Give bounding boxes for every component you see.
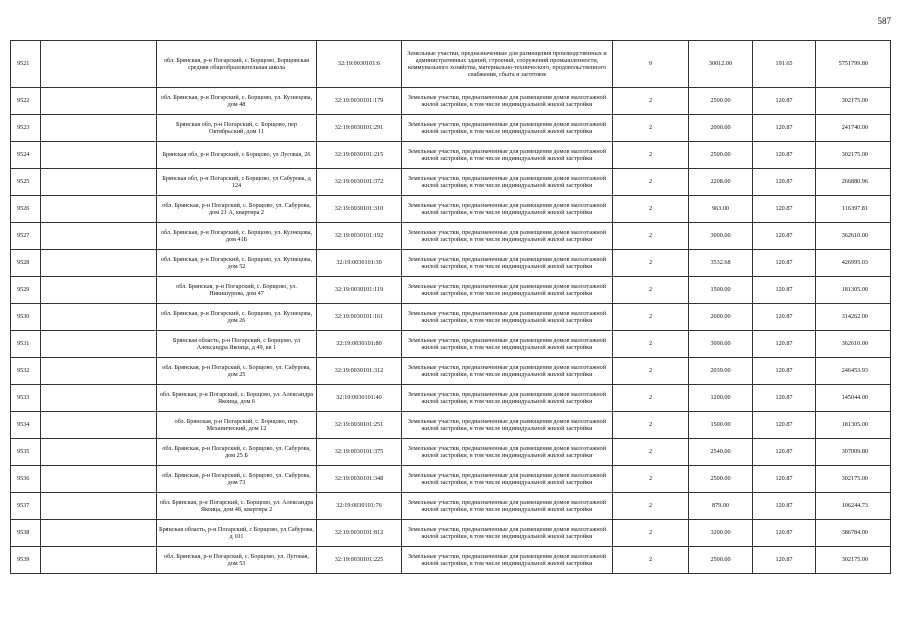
row-number-cell: 9522: [11, 88, 41, 115]
specific-value-cell: 120.87: [753, 88, 816, 115]
row-number-cell: 9521: [11, 41, 41, 88]
cadastral-number-cell: 32:19:0030101:812: [317, 520, 402, 547]
cadastral-value-cell: 181305.00: [816, 277, 891, 304]
land-use-cell: Земельные участки, предназначенные для размещения домов малоэтажной жилой застройки, в том числе индивидуальной жилой застройки: [402, 223, 613, 250]
table-row: [11, 331, 891, 358]
use-group-cell: 2: [613, 250, 689, 277]
cadastral-number-cell: 32:19:0030101:179: [317, 88, 402, 115]
address-cell: обл. Брянская, р-н Погарский, с. Борщово, ул. Сабурова, дом 25: [157, 358, 317, 385]
specific-value-cell: 120.87: [753, 304, 816, 331]
address-cell: обл. Брянская, р-н Погарский, с. Борщово, пер. Механический, дом 12: [157, 412, 317, 439]
use-group-cell: 2: [613, 412, 689, 439]
blank-cell: [41, 439, 157, 466]
land-use-cell: Земельные участки, предназначенные для размещения домов малоэтажной жилой застройки, в том числе индивидуальной жилой застройки: [402, 466, 613, 493]
land-use-cell: Земельные участки, предназначенные для размещения домов малоэтажной жилой застройки, в том числе индивидуальной жилой застройки: [402, 277, 613, 304]
table-row: [11, 466, 891, 493]
area-cell: 3000.00: [689, 331, 753, 358]
cadastral-value-cell: 5751799.80: [816, 41, 891, 88]
row-number-cell: 9525: [11, 169, 41, 196]
address-cell: обл. Брянская, р-н Погарский, с. Борщово, ул. Кузнецова, дом 41Б: [157, 223, 317, 250]
table-row: [11, 385, 891, 412]
cadastral-value-cell: 362610.00: [816, 223, 891, 250]
row-number-cell: 9524: [11, 142, 41, 169]
table-row: [11, 520, 891, 547]
use-group-cell: 9: [613, 41, 689, 88]
address-cell: обл. Брянская, р-н Погарский, с. Борщово, ул. Сабурова, дом 25 Б: [157, 439, 317, 466]
area-cell: 3000.00: [689, 223, 753, 250]
use-group-cell: 2: [613, 331, 689, 358]
address-cell: обл. Брянская, р-н Погарский, с. Борщово, ул. Кузнецова, дом 48: [157, 88, 317, 115]
cadastral-number-cell: 32:19:0030101:310: [317, 196, 402, 223]
use-group-cell: 2: [613, 439, 689, 466]
land-use-cell: Земельные участки, предназначенные для размещения домов малоэтажной жилой застройки, в том числе индивидуальной жилой застройки: [402, 547, 613, 574]
blank-cell: [41, 547, 157, 574]
cadastral-number-cell: 32:19:0030101:291: [317, 115, 402, 142]
blank-cell: [41, 466, 157, 493]
land-use-cell: Земельные участки, предназначенные для размещения домов малоэтажной жилой застройки, в том числе индивидуальной жилой застройки: [402, 142, 613, 169]
table-row: [11, 250, 891, 277]
land-use-cell: Земельные участки, предназначенные для размещения производственных и административных зданий, строений, сооружений промышленности, коммунального хозяйства, материально-технического, продовольственного снабжения, сбыта и заготовок: [402, 41, 613, 88]
area-cell: 2500.00: [689, 547, 753, 574]
use-group-cell: 2: [613, 520, 689, 547]
table-row: [11, 439, 891, 466]
specific-value-cell: 191.65: [753, 41, 816, 88]
cadastral-number-cell: 32:19:0030101:372: [317, 169, 402, 196]
row-number-cell: 9535: [11, 439, 41, 466]
blank-cell: [41, 223, 157, 250]
use-group-cell: 2: [613, 493, 689, 520]
blank-cell: [41, 115, 157, 142]
blank-cell: [41, 385, 157, 412]
row-number-cell: 9536: [11, 466, 41, 493]
table-row: [11, 304, 891, 331]
area-cell: 1500.00: [689, 412, 753, 439]
table-row: [11, 493, 891, 520]
land-use-cell: Земельные участки, предназначенные для размещения домов малоэтажной жилой застройки, в том числе индивидуальной жилой застройки: [402, 304, 613, 331]
area-cell: 879.00: [689, 493, 753, 520]
cadastral-value-cell: 314262.00: [816, 304, 891, 331]
cadastral-value-cell: 241740.00: [816, 115, 891, 142]
area-cell: 3532.68: [689, 250, 753, 277]
address-cell: обл. Брянская, р-н Погарский, с. Борщово, ул. Александра Якоица, дом 48, квартира 2: [157, 493, 317, 520]
address-cell: обл. Брянская, р-н Погарский, с. Борщово, ул. Сабурова, дом 73: [157, 466, 317, 493]
blank-cell: [41, 277, 157, 304]
cadastral-value-cell: 302175.00: [816, 466, 891, 493]
area-cell: 30012.00: [689, 41, 753, 88]
table-row: [11, 277, 891, 304]
use-group-cell: 2: [613, 88, 689, 115]
row-number-cell: 9537: [11, 493, 41, 520]
blank-cell: [41, 196, 157, 223]
blank-cell: [41, 41, 157, 88]
area-cell: 2000.00: [689, 115, 753, 142]
land-use-cell: Земельные участки, предназначенные для размещения домов малоэтажной жилой застройки, в том числе индивидуальной жилой застройки: [402, 169, 613, 196]
table-row: [11, 358, 891, 385]
cadastral-number-cell: 32:19:0030101:6: [317, 41, 402, 88]
table-row: [11, 41, 891, 88]
cadastral-value-cell: 106244.73: [816, 493, 891, 520]
blank-cell: [41, 304, 157, 331]
address-cell: обл. Брянская, р-н Погарский, с. Борщово, Борщовская средняя общеобразовательная школа: [157, 41, 317, 88]
blank-cell: [41, 493, 157, 520]
land-use-cell: Земельные участки, предназначенные для размещения домов малоэтажной жилой застройки, в том числе индивидуальной жилой застройки: [402, 250, 613, 277]
land-use-cell: Земельные участки, предназначенные для размещения домов малоэтажной жилой застройки, в том числе индивидуальной жилой застройки: [402, 196, 613, 223]
use-group-cell: 2: [613, 466, 689, 493]
table-row: [11, 115, 891, 142]
address-cell: Брянская обл, р-н Погарский, с Борщово, ул Сабурова, д 124: [157, 169, 317, 196]
blank-cell: [41, 358, 157, 385]
row-number-cell: 9538: [11, 520, 41, 547]
land-use-cell: Земельные участки, предназначенные для размещения домов малоэтажной жилой застройки, в том числе индивидуальной жилой застройки: [402, 520, 613, 547]
land-use-cell: Земельные участки, предназначенные для размещения домов малоэтажной жилой застройки, в том числе индивидуальной жилой застройки: [402, 493, 613, 520]
cadastral-number-cell: 32:19:0030101:251: [317, 412, 402, 439]
row-number-cell: 9533: [11, 385, 41, 412]
area-cell: 1200.00: [689, 385, 753, 412]
specific-value-cell: 120.87: [753, 196, 816, 223]
blank-cell: [41, 88, 157, 115]
use-group-cell: 2: [613, 196, 689, 223]
address-cell: обл. Брянская, р-н Погарский, с. Борщово, ул. Луговая, дом 53: [157, 547, 317, 574]
cadastral-number-cell: 32:19:0030101:348: [317, 466, 402, 493]
table-row: [11, 88, 891, 115]
area-cell: 963.00: [689, 196, 753, 223]
address-cell: обл. Брянская, р-н Погарский, с. Борщово, ул. Сабурова, дом 21 А, квартира 2: [157, 196, 317, 223]
use-group-cell: 2: [613, 358, 689, 385]
specific-value-cell: 120.87: [753, 169, 816, 196]
cadastral-value-cell: 145044.00: [816, 385, 891, 412]
address-cell: Брянская область, р-н Погарский, с Борщово, ул Александра Якоица, д 49, кв 1: [157, 331, 317, 358]
area-cell: 3200.00: [689, 520, 753, 547]
specific-value-cell: 120.87: [753, 115, 816, 142]
table-row: [11, 547, 891, 574]
cadastral-value-cell: 302175.00: [816, 547, 891, 574]
cadastral-value-cell: 116397.81: [816, 196, 891, 223]
area-cell: 2500.00: [689, 466, 753, 493]
use-group-cell: 2: [613, 142, 689, 169]
land-use-cell: Земельные участки, предназначенные для размещения домов малоэтажной жилой застройки, в том числе индивидуальной жилой застройки: [402, 439, 613, 466]
row-number-cell: 9529: [11, 277, 41, 304]
use-group-cell: 2: [613, 385, 689, 412]
specific-value-cell: 120.87: [753, 466, 816, 493]
area-cell: 2500.00: [689, 88, 753, 115]
page-number: 587: [877, 16, 891, 26]
use-group-cell: 2: [613, 115, 689, 142]
row-number-cell: 9527: [11, 223, 41, 250]
land-use-cell: Земельные участки, предназначенные для размещения домов малоэтажной жилой застройки, в том числе индивидуальной жилой застройки: [402, 115, 613, 142]
table-row: [11, 169, 891, 196]
row-number-cell: 9532: [11, 358, 41, 385]
area-cell: 1500.00: [689, 277, 753, 304]
table-row: [11, 142, 891, 169]
cadastral-value-table: [10, 40, 891, 574]
cadastral-number-cell: 32:19:0030101:161: [317, 304, 402, 331]
specific-value-cell: 120.87: [753, 493, 816, 520]
use-group-cell: 2: [613, 547, 689, 574]
blank-cell: [41, 412, 157, 439]
row-number-cell: 9526: [11, 196, 41, 223]
address-cell: обл. Брянская, р-н Погарский, с. Борщово, ул. Никишурова, дом 47: [157, 277, 317, 304]
address-cell: Брянская обл, р-н Погарский, с. Борщово, пер Октябрьский, дом 11: [157, 115, 317, 142]
blank-cell: [41, 520, 157, 547]
cadastral-value-cell: 386784.00: [816, 520, 891, 547]
table-row: [11, 412, 891, 439]
cadastral-number-cell: 32:19:0030101:76: [317, 493, 402, 520]
cadastral-value-cell: 181305.00: [816, 412, 891, 439]
row-number-cell: 9528: [11, 250, 41, 277]
cadastral-value-cell: 362610.00: [816, 331, 891, 358]
use-group-cell: 2: [613, 223, 689, 250]
cadastral-number-cell: 32:19:0030101:192: [317, 223, 402, 250]
land-use-cell: Земельные участки, предназначенные для размещения домов малоэтажной жилой застройки, в том числе индивидуальной жилой застройки: [402, 385, 613, 412]
blank-cell: [41, 169, 157, 196]
cadastral-value-cell: 307009.80: [816, 439, 891, 466]
blank-cell: [41, 142, 157, 169]
cadastral-value-cell: 302175.00: [816, 88, 891, 115]
row-number-cell: 9539: [11, 547, 41, 574]
cadastral-number-cell: 32:19:0030101:40: [317, 385, 402, 412]
specific-value-cell: 120.87: [753, 385, 816, 412]
address-cell: Брянская область, р-н Погарский, с Борщово, ул Сабурова, д 101: [157, 520, 317, 547]
cadastral-number-cell: 32:19:0030101:30: [317, 250, 402, 277]
specific-value-cell: 120.87: [753, 331, 816, 358]
area-cell: 2039.00: [689, 358, 753, 385]
specific-value-cell: 120.87: [753, 250, 816, 277]
cadastral-value-cell: 266880.96: [816, 169, 891, 196]
specific-value-cell: 120.87: [753, 547, 816, 574]
specific-value-cell: 120.87: [753, 223, 816, 250]
use-group-cell: 2: [613, 277, 689, 304]
cadastral-number-cell: 32:19:0030101:375: [317, 439, 402, 466]
address-cell: Брянская обл, р-н Погарский, с Борщово, ул Луговая, 26: [157, 142, 317, 169]
use-group-cell: 2: [613, 304, 689, 331]
area-cell: 2540.00: [689, 439, 753, 466]
address-cell: обл. Брянская, р-н Погарский, с. Борщово, ул. Кузнецова, дом 26: [157, 304, 317, 331]
table-row: [11, 223, 891, 250]
cadastral-value-cell: 302175.00: [816, 142, 891, 169]
address-cell: обл. Брянская, р-н Погарский, с. Борщово, ул. Кузнецова, дом 52: [157, 250, 317, 277]
blank-cell: [41, 250, 157, 277]
blank-cell: [41, 331, 157, 358]
cadastral-number-cell: 32:19:0030101:225: [317, 547, 402, 574]
specific-value-cell: 120.87: [753, 520, 816, 547]
row-number-cell: 9534: [11, 412, 41, 439]
cadastral-number-cell: 32:19:0030101:215: [317, 142, 402, 169]
land-use-cell: Земельные участки, предназначенные для размещения домов малоэтажной жилой застройки, в том числе индивидуальной жилой застройки: [402, 412, 613, 439]
address-cell: обл. Брянская, р-н Погарский, с. Борщово, ул. Александра Якоица, дом 6: [157, 385, 317, 412]
cadastral-number-cell: 32:19:0030101:312: [317, 358, 402, 385]
area-cell: 2600.00: [689, 304, 753, 331]
row-number-cell: 9530: [11, 304, 41, 331]
table-row: [11, 196, 891, 223]
cadastral-value-cell: 426995.03: [816, 250, 891, 277]
specific-value-cell: 120.87: [753, 142, 816, 169]
area-cell: 2500.00: [689, 142, 753, 169]
specific-value-cell: 120.87: [753, 358, 816, 385]
use-group-cell: 2: [613, 169, 689, 196]
row-number-cell: 9523: [11, 115, 41, 142]
specific-value-cell: 120.87: [753, 439, 816, 466]
area-cell: 2208.00: [689, 169, 753, 196]
row-number-cell: 9531: [11, 331, 41, 358]
specific-value-cell: 120.87: [753, 412, 816, 439]
cadastral-number-cell: 32:19:0030101:80: [317, 331, 402, 358]
land-use-cell: Земельные участки, предназначенные для размещения домов малоэтажной жилой застройки, в том числе индивидуальной жилой застройки: [402, 358, 613, 385]
specific-value-cell: 120.87: [753, 277, 816, 304]
cadastral-number-cell: 32:19:0030101:119: [317, 277, 402, 304]
cadastral-value-cell: 246453.93: [816, 358, 891, 385]
land-use-cell: Земельные участки, предназначенные для размещения домов малоэтажной жилой застройки, в том числе индивидуальной жилой застройки: [402, 88, 613, 115]
land-use-cell: Земельные участки, предназначенные для размещения домов малоэтажной жилой застройки, в том числе индивидуальной жилой застройки: [402, 331, 613, 358]
